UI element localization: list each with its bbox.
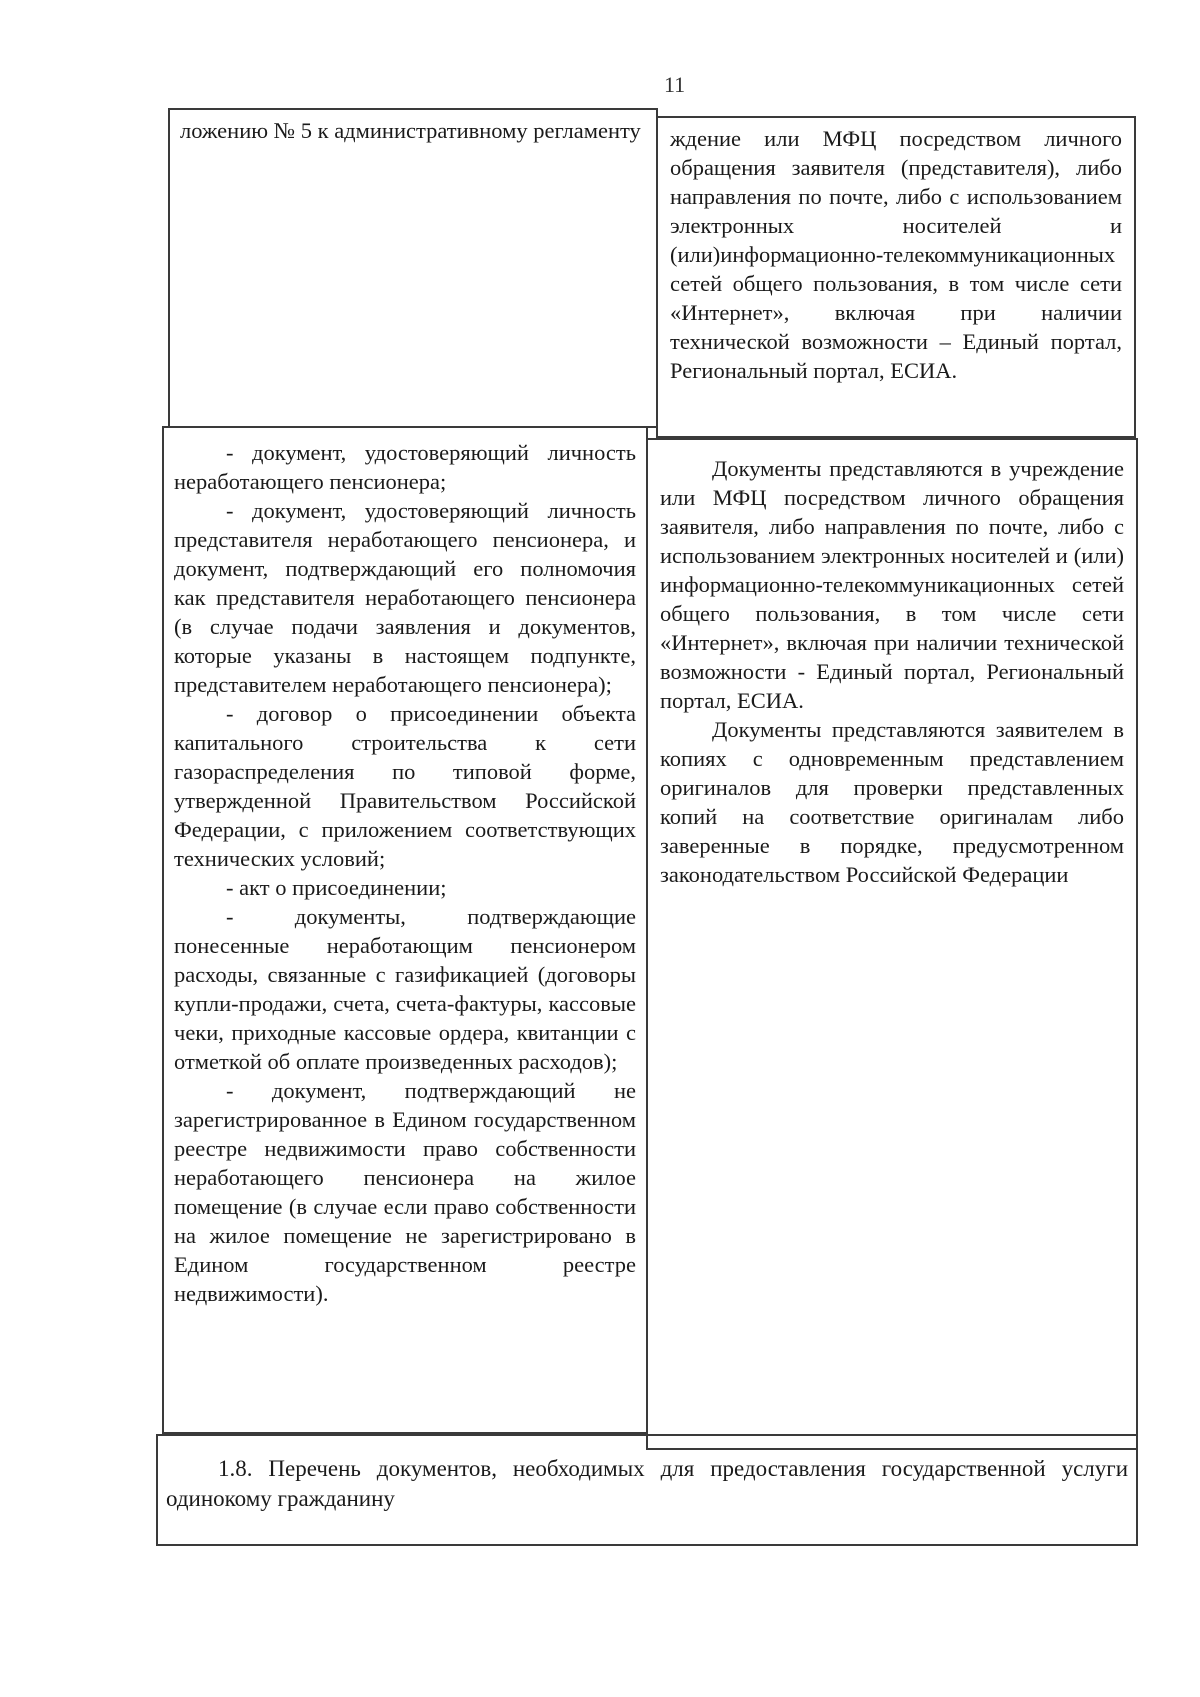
table-cell-row1-left [168, 108, 658, 428]
table-cell-row3 [156, 1434, 1138, 1546]
table-cell-row2-right [646, 438, 1138, 1450]
document-list-item: - акт о присоединении; [226, 875, 447, 900]
document-list-item: - договор о присоединении объекта капитального строительства к сети газораспределения по типовой форме, утвержденной Правительством Российской Федерации, с приложением соответствующих технических условий; [174, 701, 636, 871]
section-heading: 1.8. Перечень документов, необходимых для предоставления государственной услуги одинокому гражданину [166, 1456, 1128, 1511]
document-list-item: - документ, подтверждающий не зарегистрированное в Едином государственном реестре недвижимости право собственности неработающего пенсионера на жилое помещение (в случае если право собственности на жилое помещение не зарегистрировано в Едином государственном реестре недвижимости). [174, 1078, 636, 1306]
table-cell-row1-right [656, 116, 1136, 438]
table-cell-row2-left [162, 426, 648, 1434]
copies-paragraph: Документы представляются заявителем в копиях с одновременным представлением оригиналов для проверки представленных копий на соответствие оригиналам либо заверенные в порядке, предусмотренном законодательством Российской Федерации [660, 717, 1124, 887]
document-list-item: - документ, удостоверяющий личность неработающего пенсионера; [174, 440, 636, 494]
row1-left-text: ложению № 5 к административному регламенту [180, 118, 641, 143]
document-list-item: - документы, подтверждающие понесенные неработающим пенсионером расходы, связанные с газификацией (договоры купли-продажи, счета, счета-фактуры, кассовые чеки, приходные кассовые ордера, квитанции с отметкой об оплате произведенных расходов); [174, 904, 636, 1074]
document-list-item: - документ, удостоверяющий личность представителя неработающего пенсионера, и документ, подтверждающий его полномочия как представителя неработающего пенсионера (в случае подачи заявления и документов, которые указаны в настоящем подпункте, представителем неработающего пенсионера); [174, 498, 636, 697]
submission-paragraph: Документы представляются в учреждение или МФЦ посредством личного обращения заявителя, либо направления по почте, либо с использованием электронных носителей и (или) информационно-телекоммуникационных сетей общего пользования, в том числе сети «Интернет», включая при наличии технической возможности - Единый портал, Региональный портал, ЕСИА. [660, 456, 1124, 713]
row1-right-text: ждение или МФЦ посредством личного обращения заявителя (представителя), либо направления по почте, либо с использованием электронных носителей и (или)информационно-телекоммуникационных сетей общего пользования, в том числе сети «Интернет», включая при наличии технической возможности – Единый портал, Региональный портал, ЕСИА. [670, 126, 1122, 383]
page-number: 11 [664, 72, 686, 97]
